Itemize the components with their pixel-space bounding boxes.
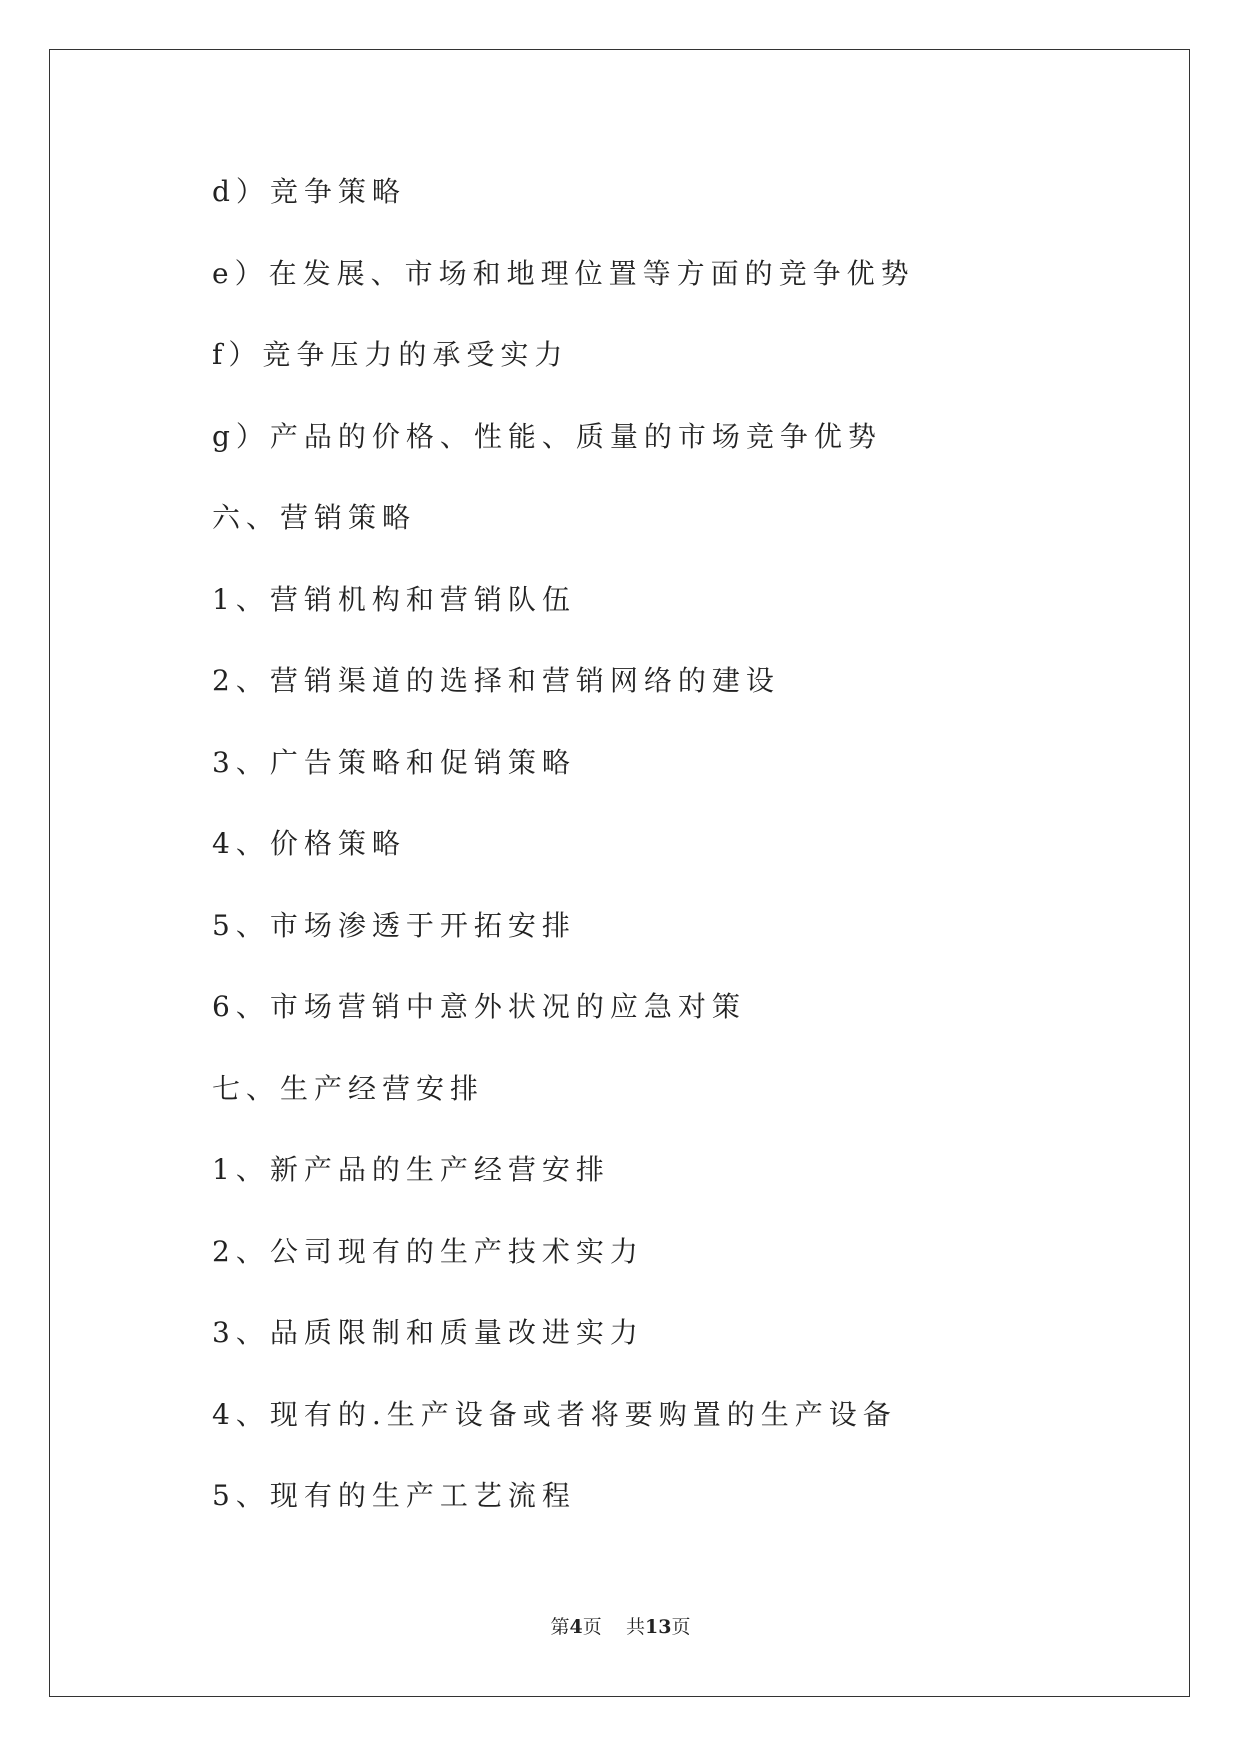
current-page-number: 4	[569, 1616, 583, 1638]
list-item: 3、品质限制和质量改进实力	[212, 1316, 644, 1349]
list-item: 1、营销机构和营销队伍	[212, 582, 576, 616]
document-body	[212, 168, 1112, 1554]
list-item: 5、现有的生产工艺流程	[212, 1479, 576, 1512]
footer-total-prefix: 共	[625, 1616, 645, 1638]
total-page-count: 13	[644, 1616, 672, 1638]
list-item: 6、市场营销中意外状况的应急对策	[212, 990, 746, 1023]
list-item: g）产品的价格、性能、质量的市场竞争优势	[212, 419, 882, 453]
list-item: 4、价格策略	[212, 827, 406, 860]
section-heading: 六、营销策略	[212, 501, 417, 534]
list-item: d）竞争策略	[212, 175, 406, 208]
footer-page-word: 页	[582, 1616, 602, 1638]
list-item: e）在发展、市场和地理位置等方面的竞争优势	[212, 256, 915, 290]
list-item: 2、营销渠道的选择和营销网络的建设	[212, 664, 780, 697]
list-item: 2、公司现有的生产技术实力	[212, 1234, 644, 1268]
list-item: f）竞争压力的承受实力	[212, 338, 569, 371]
list-item: 1、新产品的生产经营安排	[212, 1153, 610, 1186]
section-heading: 七、生产经营安排	[212, 1071, 485, 1105]
list-item: 5、市场渗透于开拓安排	[212, 908, 576, 942]
list-item: 3、广告策略和促销策略	[212, 745, 576, 779]
page-footer	[0, 1612, 1241, 1639]
list-item: 4、现有的.生产设备或者将要购置的生产设备	[212, 1397, 897, 1431]
footer-total-suffix: 页	[671, 1616, 691, 1638]
footer-prefix: 第	[550, 1616, 570, 1638]
